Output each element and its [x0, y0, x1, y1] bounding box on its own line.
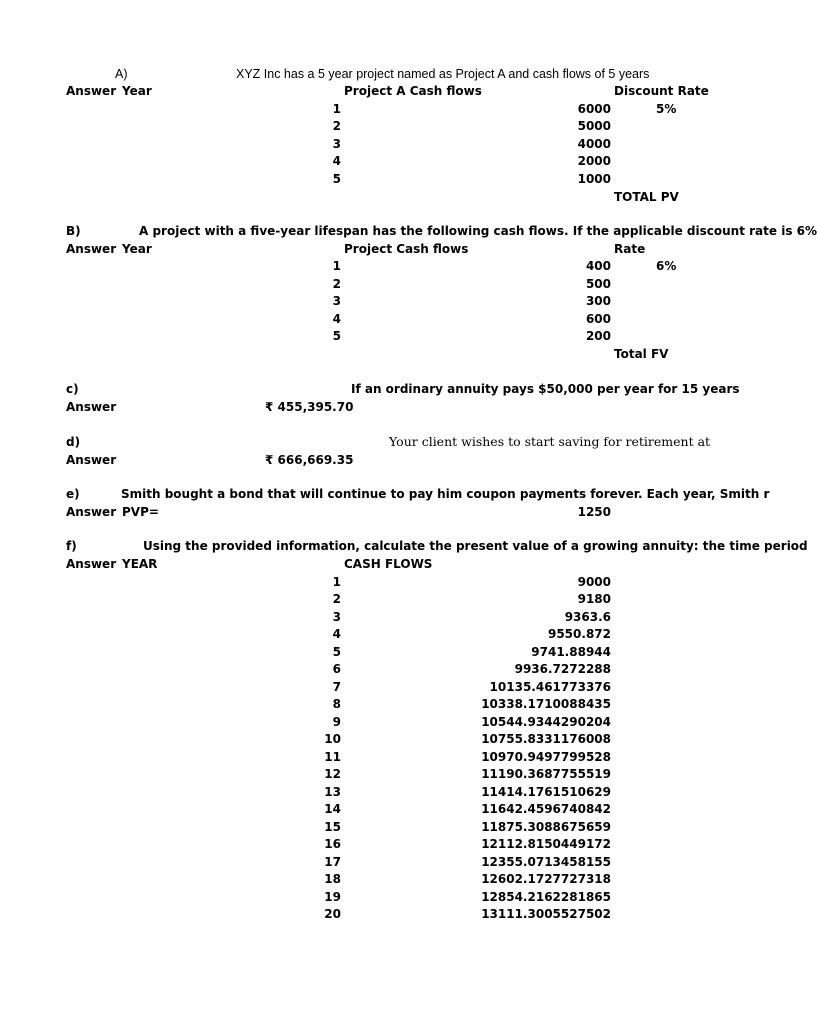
section-a-total-pv-label: TOTAL PV — [614, 190, 679, 204]
year-cell: 19 — [324, 890, 341, 904]
year-cell: 3 — [332, 610, 341, 624]
year-cell: 3 — [332, 294, 341, 308]
year-cell: 8 — [332, 697, 341, 711]
cash-flow-cell: 10755.8331176008 — [481, 732, 611, 746]
cash-flow-cell: 5000 — [577, 119, 611, 133]
section-d-answer-value: ₹ 666,669.35 — [265, 453, 354, 467]
year-cell: 16 — [324, 837, 341, 851]
year-cell: 6 — [332, 662, 341, 676]
section-a-rate-header: Discount Rate — [614, 84, 709, 98]
year-cell: 10 — [324, 732, 341, 746]
section-b-answer-label: Answer — [66, 242, 117, 256]
cash-flow-cell: 9936.7272288 — [514, 662, 611, 676]
section-f-answer-label: Answer — [66, 557, 117, 571]
year-cell: 2 — [332, 277, 341, 291]
section-b-label: B) — [66, 224, 81, 238]
year-cell: 13 — [324, 785, 341, 799]
cash-flow-cell: 12854.2162281865 — [481, 890, 611, 904]
section-f-year-header: YEAR — [122, 557, 158, 571]
year-cell: 14 — [324, 802, 341, 816]
section-f-label: f) — [66, 539, 77, 553]
year-cell: 3 — [332, 137, 341, 151]
cash-flow-cell: 9180 — [577, 592, 611, 606]
rate-value: 6% — [656, 259, 677, 273]
section-c-answer-label: Answer — [66, 400, 117, 414]
year-cell: 1 — [332, 102, 341, 116]
section-a-year-header: Year — [122, 84, 152, 98]
cash-flow-cell: 11875.3088675659 — [481, 820, 611, 834]
cash-flow-cell: 200 — [585, 329, 611, 343]
year-cell: 11 — [324, 750, 341, 764]
year-cell: 4 — [332, 312, 341, 326]
year-cell: 20 — [324, 907, 341, 921]
cash-flow-cell: 12112.8150449172 — [481, 837, 611, 851]
section-b-cash-header: Project Cash flows — [344, 242, 469, 256]
cash-flow-cell: 4000 — [577, 137, 611, 151]
cash-flow-cell: 12355.0713458155 — [481, 855, 611, 869]
year-cell: 2 — [332, 592, 341, 606]
year-cell: 5 — [332, 172, 341, 186]
cash-flow-cell: 9363.6 — [564, 610, 611, 624]
cash-flow-cell: 1000 — [577, 172, 611, 186]
section-d-answer-label: Answer — [66, 453, 117, 467]
cash-flow-cell: 11414.1761510629 — [481, 785, 611, 799]
year-cell: 4 — [332, 627, 341, 641]
year-cell: 9 — [332, 715, 341, 729]
section-e-answer-label: Answer — [66, 505, 117, 519]
cash-flow-cell: 9741.88944 — [531, 645, 611, 659]
section-b-total-fv-label: Total FV — [614, 347, 669, 361]
year-cell: 15 — [324, 820, 341, 834]
discount-rate-value: 5% — [656, 102, 677, 116]
cash-flow-cell: 300 — [585, 294, 611, 308]
year-cell: 17 — [324, 855, 341, 869]
section-f-cash-header: CASH FLOWS — [344, 557, 433, 571]
year-cell: 5 — [332, 329, 341, 343]
cash-flow-cell: 11190.3687755519 — [481, 767, 611, 781]
section-c-label: c) — [66, 382, 79, 396]
cash-flow-cell: 9000 — [577, 575, 611, 589]
year-cell: 4 — [332, 154, 341, 168]
section-c-answer-value: ₹ 455,395.70 — [265, 400, 354, 414]
cash-flow-cell: 2000 — [577, 154, 611, 168]
section-a-label: A) — [115, 67, 128, 81]
cash-flow-cell: 600 — [585, 312, 611, 326]
section-d-label: d) — [66, 435, 81, 449]
section-f-question: Using the provided information, calculate the present value of a growing annuity: the time period — [143, 539, 808, 553]
section-e-pvp-label: PVP= — [122, 505, 159, 519]
section-b-rate-header: Rate — [614, 242, 646, 256]
cash-flow-cell: 12602.1727727318 — [481, 872, 611, 886]
section-c-question: If an ordinary annuity pays $50,000 per year for 15 years — [351, 382, 740, 396]
year-cell: 7 — [332, 680, 341, 694]
cash-flow-cell: 10338.1710088435 — [481, 697, 611, 711]
year-cell: 2 — [332, 119, 341, 133]
year-cell: 12 — [324, 767, 341, 781]
section-b-year-header: Year — [122, 242, 152, 256]
cash-flow-cell: 10135.461773376 — [489, 680, 611, 694]
year-cell: 18 — [324, 872, 341, 886]
section-a-question: XYZ Inc has a 5 year project named as Project A and cash flows of 5 years — [236, 67, 650, 81]
section-b-question: A project with a five-year lifespan has the following cash flows. If the applicable discount rate is 6% — [139, 224, 817, 238]
year-cell: 5 — [332, 645, 341, 659]
section-a-answer-label: Answer — [66, 84, 117, 98]
cash-flow-cell: 6000 — [577, 102, 611, 116]
section-e-label: e) — [66, 487, 80, 501]
cash-flow-cell: 400 — [585, 259, 611, 273]
section-e-pvp-value: 1250 — [577, 505, 611, 519]
cash-flow-cell: 10970.9497799528 — [481, 750, 611, 764]
year-cell: 1 — [332, 259, 341, 273]
cash-flow-cell: 9550.872 — [547, 627, 611, 641]
section-d-question: Your client wishes to start saving for retirement at — [389, 434, 711, 449]
section-e-question: Smith bought a bond that will continue to pay him coupon payments forever. Each year, Smith r — [121, 487, 770, 501]
year-cell: 1 — [332, 575, 341, 589]
cash-flow-cell: 10544.9344290204 — [481, 715, 611, 729]
cash-flow-cell: 13111.3005527502 — [481, 907, 611, 921]
section-a-cash-header: Project A Cash flows — [344, 84, 482, 98]
cash-flow-cell: 11642.4596740842 — [481, 802, 611, 816]
cash-flow-cell: 500 — [585, 277, 611, 291]
